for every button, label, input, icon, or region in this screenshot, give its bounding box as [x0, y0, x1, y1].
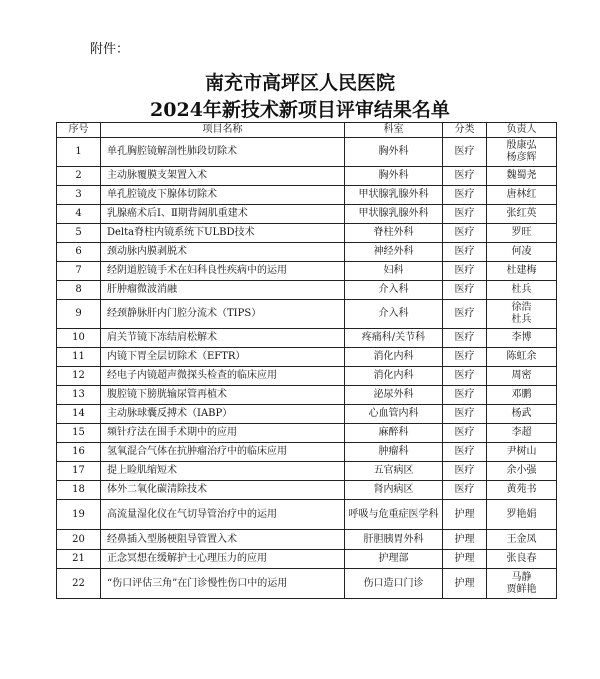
row-number: 14: [57, 405, 101, 424]
responsible-person: [487, 167, 557, 186]
responsible-person-name: 李超: [511, 427, 532, 438]
responsible-person-name: 杨武: [511, 408, 532, 419]
category: 医疗: [443, 262, 487, 281]
responsible-person: [487, 367, 557, 386]
category: 医疗: [443, 186, 487, 205]
responsible-person-name: 杨彦辉: [506, 152, 537, 163]
category: 医疗: [443, 281, 487, 300]
responsible-person-name: 唐林红: [506, 189, 537, 200]
row-number: 1: [57, 138, 101, 167]
responsible-person: [487, 462, 557, 481]
project-name: 内镜下胃全层切除术（EFTR）: [101, 348, 345, 367]
row-number: 7: [57, 262, 101, 281]
department: 五官病区: [345, 462, 443, 481]
responsible-person: [487, 138, 557, 167]
category: 护理: [443, 569, 487, 599]
responsible-person-name: 黄苑书: [506, 484, 537, 495]
table-row: [57, 462, 557, 481]
responsible-person-name: 魏蜀尧: [506, 170, 537, 181]
row-number: 18: [57, 481, 101, 500]
department: 神经外科: [345, 243, 443, 262]
project-name: 经鼻插入型肠梗阻导管置入术: [101, 530, 345, 550]
table-row: [57, 481, 557, 500]
column-header-category: 分类: [443, 123, 487, 138]
responsible-person: [487, 405, 557, 424]
project-name: 频针疗法在围手术期中的应用: [101, 424, 345, 443]
responsible-person-name: 贾鲜艳: [506, 583, 537, 595]
responsible-person-name: 杜建梅: [506, 265, 537, 276]
department: 消化内科: [345, 348, 443, 367]
row-number: 11: [57, 348, 101, 367]
table-row: [57, 443, 557, 462]
project-name: 体外二氧化碳清除技术: [101, 481, 345, 500]
row-number: 9: [57, 300, 101, 329]
project-name: 肩关节镜下冻结肩松解术: [101, 329, 345, 348]
project-name: “伤口评估三角”在门诊慢性伤口中的运用: [101, 569, 345, 599]
department: 胸外科: [345, 138, 443, 167]
page-subtitle: 2024年新技术新项目评审结果名单: [150, 99, 450, 121]
department: 伤口造口门诊: [345, 569, 443, 599]
department: 妇科: [345, 262, 443, 281]
responsible-person-name: 李博: [511, 332, 532, 343]
table-row: [57, 569, 557, 599]
responsible-person: [487, 386, 557, 405]
category: 医疗: [443, 167, 487, 186]
category: 护理: [443, 550, 487, 569]
project-name: 正念冥想在缓解护士心理压力的应用: [101, 550, 345, 569]
department: 心血管内科: [345, 405, 443, 424]
department: 呼吸与危重症医学科: [345, 500, 443, 530]
row-number: 21: [57, 550, 101, 569]
responsible-person: [487, 481, 557, 500]
column-header-name: 项目名称: [101, 123, 345, 138]
project-name: Delta脊柱内镜系统下ULBD技术: [101, 224, 345, 243]
row-number: 4: [57, 205, 101, 224]
table-row: [57, 243, 557, 262]
table-row: [57, 167, 557, 186]
project-name: 经颈静脉肝内门腔分流术（TIPS）: [101, 300, 345, 329]
project-name: 高流量湿化仪在气切导管治疗中的运用: [101, 500, 345, 530]
department: 肝胆胰胃外科: [345, 530, 443, 550]
responsible-person: [487, 569, 557, 599]
responsible-person-name: 罗艳娟: [506, 508, 537, 520]
category: 医疗: [443, 224, 487, 243]
responsible-person-name: 徐浩: [511, 302, 532, 313]
category: 医疗: [443, 329, 487, 348]
department: 疼痛科/关节科: [345, 329, 443, 348]
department: 甲状腺乳腺外科: [345, 186, 443, 205]
project-name: 颈动脉内膜剥脱术: [101, 243, 345, 262]
table-row: [57, 205, 557, 224]
category: 医疗: [443, 424, 487, 443]
row-number: 10: [57, 329, 101, 348]
category: 医疗: [443, 300, 487, 329]
project-name: 腹腔镜下膀胱输尿管再植术: [101, 386, 345, 405]
results-table: [56, 122, 557, 599]
table-row: [57, 405, 557, 424]
project-name: 单孔腔镜皮下腺体切除术: [101, 186, 345, 205]
table-row: [57, 186, 557, 205]
row-number: 5: [57, 224, 101, 243]
project-name: 经电子内镜超声微探头检查的临床应用: [101, 367, 345, 386]
responsible-person: [487, 348, 557, 367]
responsible-person-name: 张红英: [506, 208, 537, 219]
project-name: 单孔胸腔镜解剖性肺段切除术: [101, 138, 345, 167]
row-number: 12: [57, 367, 101, 386]
category: 护理: [443, 500, 487, 530]
department: 胸外科: [345, 167, 443, 186]
department: 介入科: [345, 300, 443, 329]
row-number: 20: [57, 530, 101, 550]
responsible-person-name: 余小强: [506, 465, 537, 476]
responsible-person: [487, 550, 557, 569]
department: 消化内科: [345, 367, 443, 386]
table-row: [57, 138, 557, 167]
department: 肾内病区: [345, 481, 443, 500]
project-name: 肝肿瘤微波消融: [101, 281, 345, 300]
responsible-person: [487, 281, 557, 300]
responsible-person-name: 何凌: [511, 246, 532, 257]
responsible-person: [487, 243, 557, 262]
table-row: [57, 500, 557, 530]
row-number: 22: [57, 569, 101, 599]
project-name: 主动脉球囊反搏术（IABP）: [101, 405, 345, 424]
table-row: [57, 550, 557, 569]
row-number: 13: [57, 386, 101, 405]
table-row: [57, 386, 557, 405]
responsible-person: [487, 300, 557, 329]
category: 医疗: [443, 386, 487, 405]
category: 医疗: [443, 243, 487, 262]
department: 护理部: [345, 550, 443, 569]
column-header-no: 序号: [57, 123, 101, 138]
category: 护理: [443, 530, 487, 550]
attachment-label: 附件：: [90, 42, 130, 57]
responsible-person: [487, 443, 557, 462]
department: 麻醉科: [345, 424, 443, 443]
table-row: [57, 224, 557, 243]
department: 泌尿外科: [345, 386, 443, 405]
project-name: 氢氧混合气体在抗肿瘤治疗中的临床应用: [101, 443, 345, 462]
department: 介入科: [345, 281, 443, 300]
category: 医疗: [443, 443, 487, 462]
department: 肿瘤科: [345, 443, 443, 462]
responsible-person-name: 殷康弘: [506, 140, 537, 151]
project-name: 提上睑肌缩短术: [101, 462, 345, 481]
category: 医疗: [443, 205, 487, 224]
row-number: 15: [57, 424, 101, 443]
column-header-lead: 负责人: [487, 123, 557, 138]
category: 医疗: [443, 348, 487, 367]
table-row: [57, 281, 557, 300]
responsible-person: [487, 500, 557, 530]
row-number: 6: [57, 243, 101, 262]
responsible-person: [487, 530, 557, 550]
table-row: [57, 300, 557, 329]
responsible-person: [487, 224, 557, 243]
category: 医疗: [443, 367, 487, 386]
responsible-person-name: 杜兵: [511, 284, 532, 295]
department: 甲状腺乳腺外科: [345, 205, 443, 224]
project-name: 经阴道腔镜手术在妇科良性疾病中的运用: [101, 262, 345, 281]
row-number: 3: [57, 186, 101, 205]
row-number: 8: [57, 281, 101, 300]
responsible-person-name: 陈虹余: [506, 351, 537, 362]
row-number: 16: [57, 443, 101, 462]
category: 医疗: [443, 462, 487, 481]
category: 医疗: [443, 138, 487, 167]
table-row: [57, 348, 557, 367]
department: 脊柱外科: [345, 224, 443, 243]
responsible-person: [487, 186, 557, 205]
responsible-person-name: 张良春: [506, 553, 537, 564]
responsible-person: [487, 329, 557, 348]
table-header-row: [57, 123, 557, 138]
column-header-dept: 科室: [345, 123, 443, 138]
category: 医疗: [443, 405, 487, 424]
responsible-person-name: 罗旺: [511, 227, 532, 238]
responsible-person-name: 杜兵: [511, 314, 532, 325]
table-row: [57, 262, 557, 281]
responsible-person: [487, 262, 557, 281]
responsible-person-name: 马静: [511, 571, 532, 583]
responsible-person-name: 尹树山: [506, 446, 537, 457]
table-row: [57, 530, 557, 550]
table-row: [57, 329, 557, 348]
project-name: 主动脉覆膜支架置入术: [101, 167, 345, 186]
responsible-person: [487, 205, 557, 224]
responsible-person-name: 周密: [511, 370, 532, 381]
row-number: 2: [57, 167, 101, 186]
page-title: 南充市高坪区人民医院: [204, 72, 395, 94]
project-name: 乳腺癌术后Ⅰ、Ⅱ期背阔肌重建术: [101, 205, 345, 224]
responsible-person-name: 王金凤: [506, 533, 537, 545]
responsible-person-name: 邓鹏: [511, 389, 532, 400]
row-number: 19: [57, 500, 101, 530]
category: 医疗: [443, 481, 487, 500]
table-row: [57, 367, 557, 386]
row-number: 17: [57, 462, 101, 481]
table-row: [57, 424, 557, 443]
responsible-person: [487, 424, 557, 443]
